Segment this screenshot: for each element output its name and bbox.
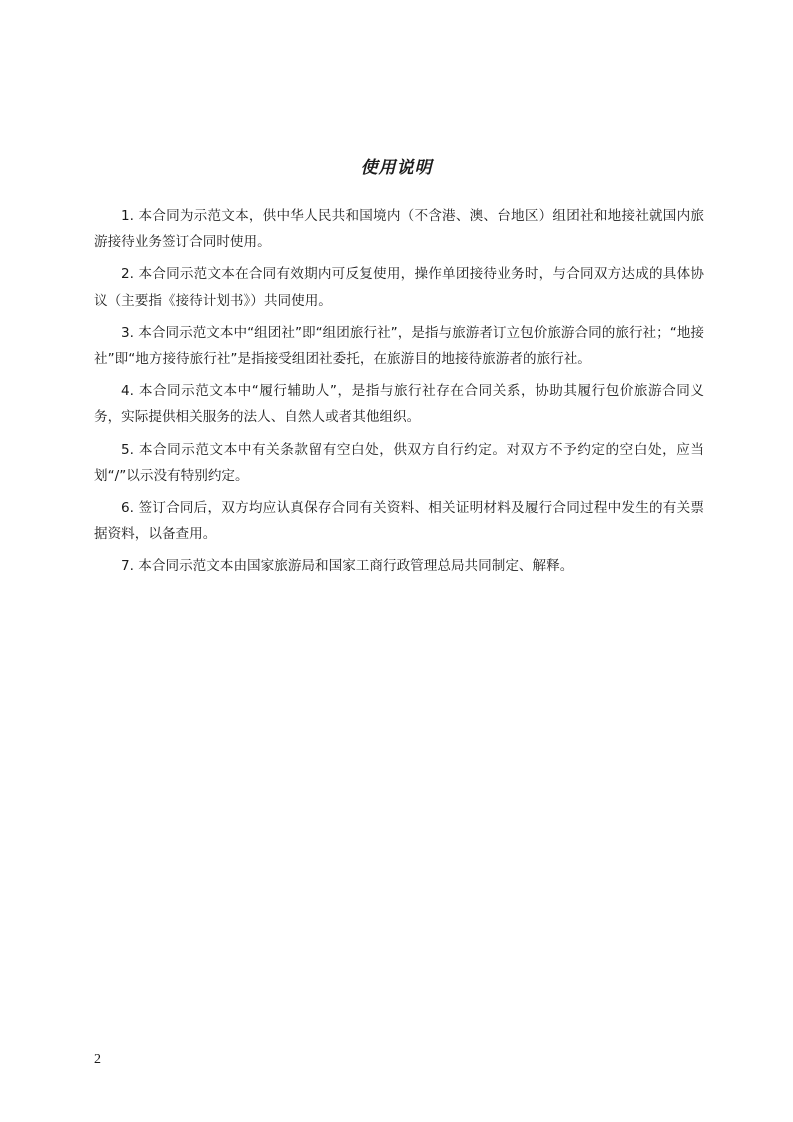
instruction-paragraph-4: 4. 本合同示范文本中“履行辅助人”，是指与旅行社存在合同关系，协助其履行包价旅游合同义务，实际提供相关服务的法人、自然人或者其他组织。 [94, 383, 704, 426]
instruction-paragraph-3: 3. 本合同示范文本中“组团社”即“组团旅行社”，是指与旅游者订立包价旅游合同的旅行社；“地接社”即“地方接待旅行社”是指接受组团社委托，在旅游目的地接待旅游者的旅行社。 [94, 324, 704, 368]
instruction-paragraph-6: 6. 签订合同后，双方均应认真保存合同有关资料、相关证明材料及履行合同过程中发生的有关票据资料，以备查用。 [94, 500, 704, 543]
instruction-paragraph-1: 1. 本合同为示范文本，供中华人民共和国境内（不含港、澳、台地区）组团社和地接社就国内旅游接待业务签订合同时使用。 [94, 208, 704, 251]
instruction-paragraph-2: 2. 本合同示范文本在合同有效期内可反复使用，操作单团接待业务时，与合同双方达成的具体协议（主要指《接待计划书》）共同使用。 [94, 266, 704, 309]
page-title: 使用说明 [360, 158, 433, 178]
instructions-body [94, 203, 704, 586]
instruction-paragraph-7: 7. 本合同示范文本由国家旅游局和国家工商行政管理总局共同制定、解释。 [121, 558, 574, 575]
page-number: 2 [94, 1052, 101, 1067]
instruction-paragraph-5: 5. 本合同示范文本中有关条款留有空白处，供双方自行约定。对双方不予约定的空白处，应当划“/”以示没有特别约定。 [94, 441, 704, 484]
